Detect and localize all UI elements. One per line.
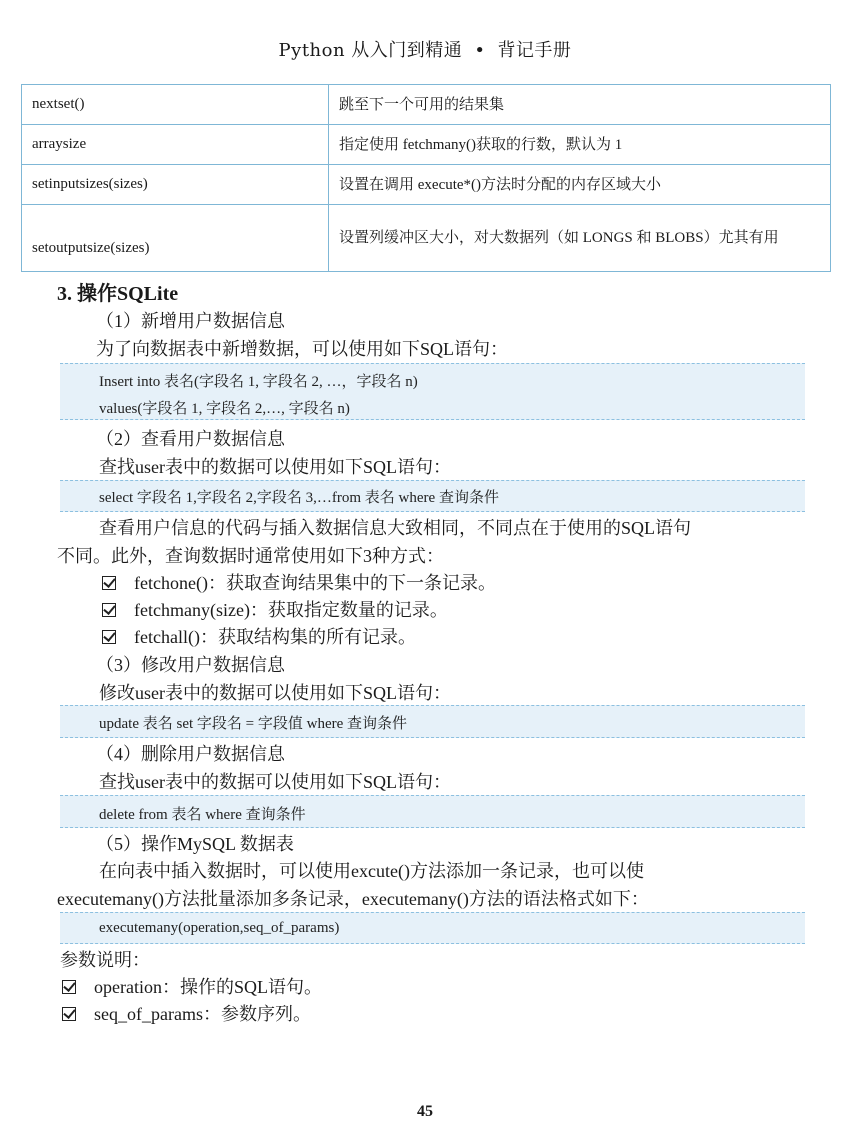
checkbox-checked-icon bbox=[62, 1007, 76, 1021]
checkbox-checked-icon bbox=[102, 630, 116, 644]
list-item bbox=[102, 569, 496, 595]
checkbox-checked-icon bbox=[102, 603, 116, 617]
list-item-text: fetchall()：获取结构集的所有记录。 bbox=[134, 627, 416, 647]
update-heading: （3）修改用户数据信息 bbox=[96, 655, 285, 675]
table-cell-name: setoutputsize(sizes) bbox=[22, 205, 329, 272]
update-intro: 修改user表中的数据可以使用如下SQL语句： bbox=[99, 683, 451, 703]
update-code-block bbox=[60, 705, 805, 738]
code-line: update 表名 set 字段名 = 字段值 where 查询条件 bbox=[99, 716, 407, 732]
insert-code-block bbox=[60, 363, 805, 420]
list-item-text: fetchone()：获取查询结果集中的下一条记录。 bbox=[134, 573, 496, 593]
table-cell-name: setinputsizes(sizes) bbox=[22, 165, 329, 205]
header-title: Python 从入门到精通 bbox=[278, 40, 463, 61]
cursor-attributes-table bbox=[21, 84, 831, 272]
code-line: Insert into 表名(字段名 1, 字段名 2, …，字段名 n) bbox=[99, 374, 418, 390]
table-cell-name: nextset() bbox=[22, 85, 329, 125]
table-row bbox=[22, 125, 831, 165]
delete-intro: 查找user表中的数据可以使用如下SQL语句： bbox=[99, 772, 451, 792]
list-item-text: seq_of_params：参数序列。 bbox=[94, 1004, 311, 1024]
code-line: delete from 表名 where 查询条件 bbox=[99, 807, 306, 823]
code-line: select 字段名 1,字段名 2,字段名 3,…from 表名 where 查询条件 bbox=[99, 490, 499, 506]
mysql-paragraph-line-2: executemany()方法批量添加多条记录，executemany()方法的语法格式如下： bbox=[57, 889, 649, 909]
header-subtitle: 背记手册 bbox=[497, 40, 572, 61]
list-item-text: fetchmany(size)：获取指定数量的记录。 bbox=[134, 600, 448, 620]
page-header bbox=[0, 36, 850, 62]
list-item bbox=[62, 1000, 311, 1026]
list-item bbox=[102, 623, 416, 649]
delete-heading: （4）删除用户数据信息 bbox=[96, 744, 285, 764]
query-code-block bbox=[60, 480, 805, 512]
section-title: 3. 操作SQLite bbox=[57, 283, 179, 305]
query-intro: 查找user表中的数据可以使用如下SQL语句： bbox=[99, 457, 451, 477]
page-number: 45 bbox=[417, 1103, 433, 1120]
code-line: executemany(operation,seq_of_params) bbox=[99, 920, 340, 936]
table-row bbox=[22, 165, 831, 205]
table-cell-name: arraysize bbox=[22, 125, 329, 165]
list-item bbox=[102, 596, 448, 622]
code-line: values(字段名 1, 字段名 2,…, 字段名 n) bbox=[99, 401, 350, 417]
mysql-code-block bbox=[60, 912, 805, 944]
header-bullet: • bbox=[474, 40, 486, 61]
query-paragraph-line-1: 查看用户信息的代码与插入数据信息大致相同，不同点在于使用的SQL语句 bbox=[99, 518, 692, 538]
query-paragraph-line-2: 不同。此外，查询数据时通常使用如下3种方式： bbox=[57, 546, 444, 566]
list-item bbox=[62, 973, 322, 999]
delete-code-block bbox=[60, 795, 805, 828]
mysql-heading: （5）操作MySQL 数据表 bbox=[96, 834, 294, 854]
table-cell-desc: 设置在调用 execute*()方法时分配的内存区域大小 bbox=[329, 165, 831, 205]
table-row bbox=[22, 205, 831, 272]
insert-intro: 为了向数据表中新增数据，可以使用如下SQL语句： bbox=[96, 339, 509, 359]
query-heading: （2）查看用户数据信息 bbox=[96, 429, 285, 449]
mysql-paragraph-line-1: 在向表中插入数据时，可以使用excute()方法添加一条记录，也可以使 bbox=[99, 861, 644, 881]
params-label: 参数说明： bbox=[60, 950, 150, 970]
table-row bbox=[22, 85, 831, 125]
table-cell-desc: 跳至下一个可用的结果集 bbox=[329, 85, 831, 125]
insert-heading: （1）新增用户数据信息 bbox=[96, 311, 285, 331]
list-item-text: operation：操作的SQL语句。 bbox=[94, 977, 322, 997]
table-cell-desc: 指定使用 fetchmany()获取的行数，默认为 1 bbox=[329, 125, 831, 165]
checkbox-checked-icon bbox=[102, 576, 116, 590]
table-cell-desc: 设置列缓冲区大小，对大数据列（如 LONGS 和 BLOBS）尤其有用 bbox=[329, 205, 831, 272]
checkbox-checked-icon bbox=[62, 980, 76, 994]
